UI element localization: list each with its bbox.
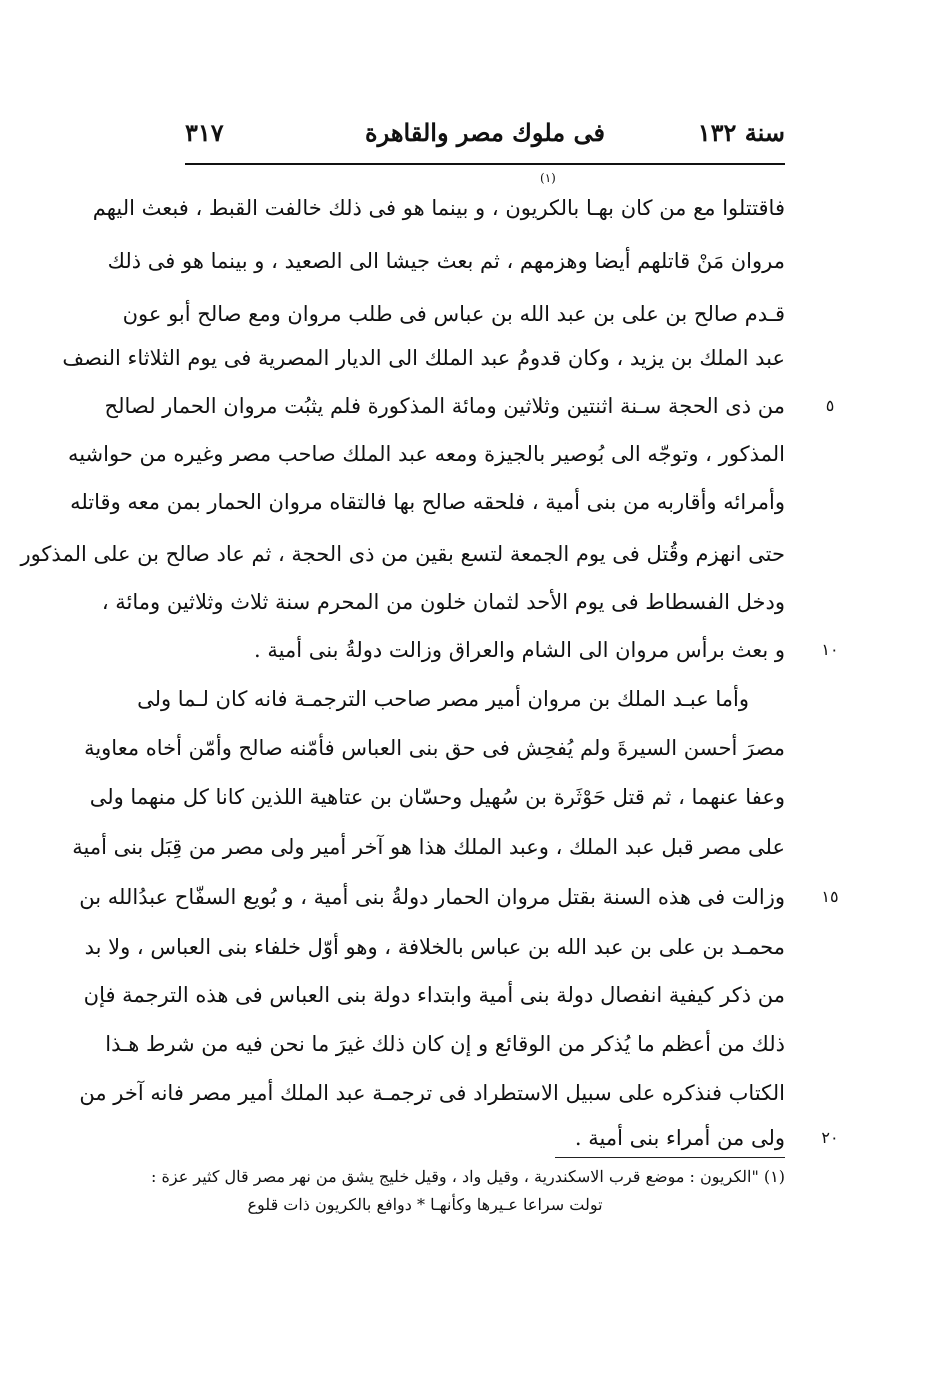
running-header (185, 118, 785, 158)
text-line (107, 241, 785, 281)
line-text: من ذى الحجة سـنة اثنتين وثلاثين ومائة المذكورة فلم يثبُت مروان الحمار لصالح (104, 394, 785, 418)
line-number: ٢٠ (821, 1128, 839, 1147)
line-text: وأما عبـد الملك بن مروان أمير مصر صاحب الترجمـة فانه كان لـما ولى (137, 687, 749, 711)
text-line (185, 1118, 785, 1158)
page-number: ٣١٧ (185, 118, 224, 147)
line-number: ١٥ (821, 887, 839, 906)
book-page: سنة ١٣٢ فى ملوك مصر والقاهرة ٣١٧ فاقتتلوا مع من كان بهـا بالكريون ، و بينما هو فى ذلك خالفت القبط ، فبعث اليهم مروان مَنْ قاتلهم أيضا وهزمهم ، ثم بعث جيشا الى الصعيد ، و بينما هو فى ذلك قـدم صالح بن على بن عبد الله بن عباس فى طلب مروان ومع صالح أبو عون عبد الملك بن يزيد ، وكان قدومُ عبد الملك الى الديار المصرية فى يوم الثلاثاء النصف من ذى الحجة سـنة اثنتين وثلاثين ومائة المذكورة فلم يثبُت مروان الحمار لصالح المذكور ، وتوجّه الى بُوصير بالجيزة ومعه عبد الملك صاحب مصر وغيره من حواشيه وأمرائه وأقاربه من بنى أمية ، فلحقه صالح بها فالتقاه مروان الحمار بمن معه وقاتله حتى انهزم وقُتل فى يوم الجمعة لتسع بقين من ذى الحجة ، ثم عاد صالح بن على المذكور ودخل الفسطاط فى يوم الأحد لثمان خلون من المحرم سنة ثلاث وثلاثين ومائة ، و بعث برأس مروان الى الشام والعراق وزالت دولةُ بنى أمية . وأما عبـد الملك بن مروان أمير مصر صاحب الترجمـة فانه كان لـما ولى مصرَ أحسن السيرةَ ولم يُفحِش فى حق بنى العباس فأمّنه صالح وأمّن أخاه معاوية وعفا عنهما ، ثم قتل حَوْثَرة بن سُهيل وحسّان بن عتاهية اللذين كانا كل منهما ولى على مصر قبل عبد الملك ، وعبد الملك هذا هو آخر أمير ولى مصر من قِبَل بنى أمية وزالت فى هذه السنة بقتل مروان الحمار دولةُ بنى أمية ، و بُويع السفّاح عبدُالله بن محمـد بن على بن عبد الله بن عباس بالخلافة ، وهو أوّل خلفاء بنى العباس ، ولا بد من ذكر كيفية انفصال دولة بنى أمية وابتداء دولة بنى العباس فى هذه الترجمة فإن ذلك من أعظم ما يُذكر من الوقائع و إن كان ذلك غيرَ ما نحن فيه من شرط هـذا الكتاب فنذكره على سبيل الاستطراد فى ترجمـة عبد الملك أمير مصر فانه آخر من ولى من أمراء بنى أمية . (١) ٥ ١٠ ١٥ ٢٠ (١) "الكريون : موضع قرب الاسكندرية ، وقيل واد ، وقيل خليج يشق من نهر مصر قال كثير عزة : تولت سراعا عـيرها وكأنهـا * دوافع بالكريون ذات قلوع (0, 0, 931, 1382)
text-line (62, 338, 785, 378)
line-text: ودخل الفسطاط فى يوم الأحد لثمان خلون من المحرم سنة ثلاث وثلاثين ومائة ، (101, 590, 785, 614)
line-text: على مصر قبل عبد الملك ، وعبد الملك هذا هو آخر أمير ولى مصر من قِبَل بنى أمية (72, 835, 785, 859)
line-text: فاقتتلوا مع من كان بهـا بالكريون ، و بينما هو فى ذلك خالفت القبط ، فبعث اليهم (92, 196, 785, 220)
line-text: ذلك من أعظم ما يُذكر من الوقائع و إن كان ذلك غيرَ ما نحن فيه من شرط هـذا (105, 1032, 785, 1056)
text-line (67, 434, 785, 474)
line-text: حتى انهزم وقُتل فى يوم الجمعة لتسع بقين من ذى الحجة ، ثم عاد صالح بن على المذكور (20, 542, 785, 566)
text-line (72, 827, 785, 867)
text-line (79, 1073, 785, 1113)
line-number: ١٠ (821, 640, 839, 659)
text-line (104, 386, 785, 426)
header-title: فى ملوك مصر والقاهرة (365, 118, 605, 147)
line-text: مصرَ أحسن السيرةَ ولم يُفحِش فى حق بنى العباس فأمّنه صالح وأمّن أخاه معاوية (84, 736, 785, 760)
text-line (83, 975, 785, 1015)
line-text: و بعث برأس مروان الى الشام والعراق وزالت دولةُ بنى أمية . (254, 638, 785, 662)
line-text: المذكور ، وتوجّه الى بُوصير بالجيزة ومعه عبد الملك صاحب مصر وغيره من حواشيه (67, 442, 785, 466)
text-line (84, 927, 785, 967)
line-text: ولى من أمراء بنى أمية . (574, 1126, 785, 1150)
header-year: سنة ١٣٢ (697, 118, 785, 147)
text-line (70, 482, 785, 522)
header-rule (185, 163, 785, 165)
text-line (20, 534, 785, 574)
paragraph-start-line (137, 679, 785, 719)
footnote-rule (555, 1157, 785, 1158)
line-number: ٥ (825, 396, 835, 415)
text-line (92, 188, 785, 228)
line-text: من ذكر كيفية انفصال دولة بنى أمية وابتداء دولة بنى العباس فى هذه الترجمة فإن (83, 983, 785, 1007)
text-line (79, 877, 785, 917)
footnote-verse: تولت سراعا عـيرها وكأنهـا * دوافع بالكريون ذات قلوع (247, 1195, 603, 1214)
line-text: محمـد بن على بن عبد الله بن عباس بالخلافة ، وهو أوّل خلفاء بنى العباس ، ولا بد (84, 935, 785, 959)
text-line (101, 582, 785, 622)
text-line (122, 294, 785, 334)
text-line (185, 630, 785, 670)
line-text: وأمرائه وأقاربه من بنى أمية ، فلحقه صالح بها فالتقاه مروان الحمار بمن معه وقاتله (70, 490, 785, 514)
text-line (105, 1024, 785, 1064)
text-line (89, 777, 785, 817)
line-text: عبد الملك بن يزيد ، وكان قدومُ عبد الملك الى الديار المصرية فى يوم الثلاثاء النصف (62, 346, 785, 370)
text-line (84, 728, 785, 768)
line-text: مروان مَنْ قاتلهم أيضا وهزمهم ، ثم بعث جيشا الى الصعيد ، و بينما هو فى ذلك (107, 249, 785, 273)
line-text: وعفا عنهما ، ثم قتل حَوْثَرة بن سُهيل وحسّان بن عتاهية اللذين كانا كل منهما ولى (89, 785, 785, 809)
line-text: الكتاب فنذكره على سبيل الاستطراد فى ترجمـة عبد الملك أمير مصر فانه آخر من (79, 1081, 785, 1105)
line-text: قـدم صالح بن على بن عبد الله بن عباس فى طلب مروان ومع صالح أبو عون (122, 302, 785, 326)
line-text: وزالت فى هذه السنة بقتل مروان الحمار دولةُ بنى أمية ، و بُويع السفّاح عبدُالله بن (79, 885, 785, 909)
footnote-line: (١) "الكريون : موضع قرب الاسكندرية ، وقيل واد ، وقيل خليج يشق من نهر مصر قال كثير عزة : (151, 1167, 785, 1186)
